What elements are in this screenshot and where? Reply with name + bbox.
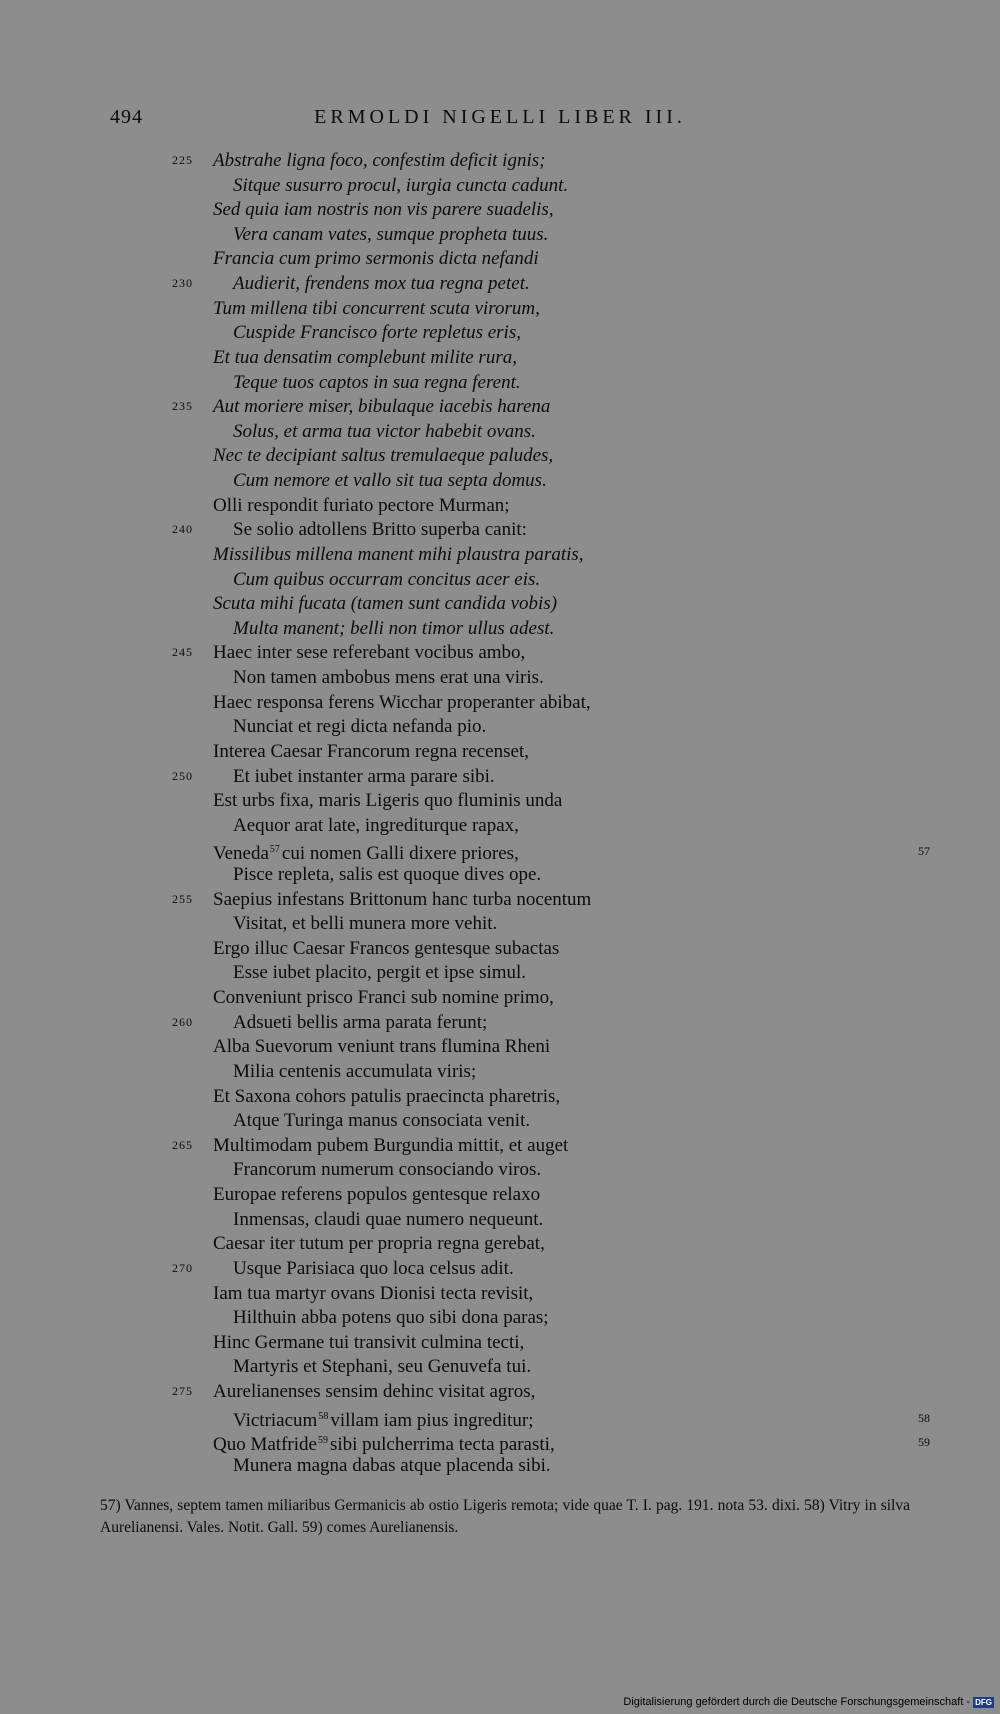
verse-line [0, 320, 1000, 345]
verse-text [233, 714, 486, 739]
verse-text-part: Olli respondit furiato pectore Murman; [213, 494, 510, 516]
verse-text [233, 1305, 549, 1330]
verse-text [233, 173, 568, 198]
verse-text-part: Abstrahe ligna foco, confestim deficit ignis; [213, 150, 546, 171]
verse-line [0, 419, 1000, 444]
verse-text-part: Cum quibus occurram concitus acer eis. [233, 568, 541, 590]
verse-text [233, 862, 541, 887]
verse-text [213, 887, 591, 912]
verse-line [0, 591, 1000, 616]
verse-text [213, 985, 554, 1010]
margin-footnote-ref: 57 [918, 844, 930, 859]
verse-text-part: Se solio adtollens Britto superba canit: [233, 519, 527, 541]
verse-text [213, 1084, 560, 1109]
verse-text [213, 640, 525, 665]
verse-line [0, 1404, 1000, 1429]
verse-line [0, 493, 1000, 518]
verse-text-part: Ergo illuc Caesar Francos gentesque subactas [213, 937, 560, 959]
verse-line [0, 567, 1000, 592]
verse-text-part: Veneda [213, 843, 269, 865]
verse-line [0, 1354, 1000, 1379]
verse-text-part: Francorum numerum consociando viros. [233, 1159, 542, 1181]
verse-text [233, 1256, 514, 1281]
verse-line [0, 1059, 1000, 1084]
verse-text-part: Conveniunt prisco Franci sub nomine primo, [213, 987, 554, 1009]
verse-text-part: Haec responsa ferens Wicchar properanter abibat, [213, 691, 591, 713]
verse-line [0, 443, 1000, 468]
verse-text-part: Munera magna dabas atque placenda sibi. [233, 1454, 551, 1476]
verse-line [0, 394, 1000, 419]
verse-text [213, 493, 510, 518]
line-number: 240 [172, 522, 193, 537]
verse-text-part: Europae referens populos gentesque relaxo [213, 1184, 541, 1206]
digitization-credit [623, 1696, 994, 1708]
verse-text-part: Missilibus millena manent mihi plaustra paratis, [213, 543, 584, 565]
verse-line [0, 173, 1000, 198]
verse-text-part: Non tamen ambobus mens erat una viris. [233, 667, 544, 689]
verse-text-part: sibi pulcherrima tecta parasti, [329, 1434, 555, 1456]
verse-text-part: Interea Caesar Francorum regna recenset, [213, 740, 529, 762]
verse-text [213, 296, 540, 321]
verse-line [0, 345, 1000, 370]
verse-text [213, 1330, 524, 1355]
verse-text [213, 690, 591, 715]
verse-text [233, 616, 554, 641]
verse-text [213, 739, 529, 764]
verse-text-part: Alba Suevorum veniunt trans flumina Rheni [213, 1036, 551, 1058]
verse-line [0, 837, 1000, 865]
verse-text-part: Pisce repleta, salis est quoque dives ope. [233, 863, 542, 885]
verse-text-part: Caesar iter tutum per propria regna gerebat, [213, 1233, 545, 1255]
verse-text-part: Francia cum primo sermonis dicta nefandi [213, 248, 539, 270]
dfg-logo: DFG [975, 1698, 992, 1707]
verse-line [0, 813, 1000, 838]
line-number: 235 [172, 399, 193, 414]
verse-text [233, 320, 521, 345]
verse-text-part: Martyris et Stephani, seu Genuvefa tui. [233, 1356, 532, 1378]
verse-text [233, 764, 495, 789]
verse-text [213, 1231, 545, 1256]
verse-text-part: Multa manent; belli non timor ullus adest. [233, 617, 555, 639]
verse-text-part: Victriacum [233, 1409, 318, 1431]
verse-text [233, 665, 544, 690]
verse-line [0, 296, 1000, 321]
verse-text-part: Aut moriere miser, bibulaque iacebis harena [213, 396, 551, 418]
verse-text [233, 271, 530, 296]
line-number: 270 [172, 1260, 193, 1275]
verse-line [0, 665, 1000, 690]
verse-text-part: Quo Matfride [213, 1434, 317, 1456]
verse-line [0, 271, 1000, 296]
verse-line [0, 197, 1000, 222]
verse-line [0, 1453, 1000, 1478]
verse-line [0, 985, 1000, 1010]
verse-text-part: Aurelianenses sensim dehinc visitat agros, [213, 1381, 536, 1402]
verse-text [213, 542, 584, 567]
verse-line [0, 862, 1000, 887]
verse-line [0, 911, 1000, 936]
verse-line [0, 1010, 1000, 1035]
verse-line [0, 517, 1000, 542]
verse-text [233, 370, 521, 395]
verse-line [0, 616, 1000, 641]
verse-text-part: Teque tuos captos in sua regna ferent. [233, 371, 521, 393]
line-number: 255 [172, 891, 193, 906]
footnote-marker: 58 [318, 1410, 329, 1422]
verse-line [0, 714, 1000, 739]
verse-text [213, 197, 554, 222]
verse-line [0, 640, 1000, 665]
verse-text-part: Est urbs fixa, maris Ligeris quo fluminis unda [213, 790, 563, 812]
verse-text [233, 419, 536, 444]
verse-text [233, 1010, 487, 1035]
line-number: 245 [172, 645, 193, 660]
verse-text-part: Et tua densatim complebunt milite rura, [213, 346, 517, 368]
footnotes [100, 1495, 910, 1539]
verse-line [0, 468, 1000, 493]
verse-text-part: Aequor arat late, ingrediturque rapax, [233, 814, 519, 836]
verse-line [0, 542, 1000, 567]
verse-text-part: Cuspide Francisco forte repletus eris, [233, 322, 521, 344]
line-number: 260 [172, 1014, 193, 1029]
verse-line [0, 1256, 1000, 1281]
verse-line [0, 936, 1000, 961]
verse-text-part: Inmensas, claudi quae numero nequeunt. [233, 1208, 544, 1230]
verse-text-part: Sed quia iam nostris non vis parere suadelis, [213, 199, 554, 221]
verse-text [213, 591, 557, 616]
verse-line [0, 1330, 1000, 1355]
verse-text-part: Usque Parisiaca quo loca celsus adit. [233, 1257, 514, 1279]
verse-text-part: Hilthuin abba potens quo sibi dona paras; [233, 1307, 549, 1329]
verse-text [213, 788, 562, 813]
verse-text [213, 1034, 550, 1059]
verse-text [233, 567, 540, 592]
verse-text [213, 1133, 568, 1158]
verse-line [0, 960, 1000, 985]
verse-text [233, 911, 497, 936]
verse-text [233, 1453, 551, 1478]
running-head: ERMOLDI NIGELLI LIBER III. [314, 106, 686, 128]
footnote-text: 57) Vannes, septem tamen miliaribus Germanicis ab ostio Ligeris remota; vide quae T. I. pag. 191. nota 53. dixi. 58) Vitry in silva Aurelianensi. Vales. Notit. Gall. 59) comes Aurelianensis. [100, 1497, 910, 1536]
verse-text-part: Audierit, frendens mox tua regna petet. [233, 273, 530, 295]
verse-text [233, 960, 526, 985]
verse-text [233, 1157, 541, 1182]
verse-text-part: Adsueti bellis arma parata ferunt; [233, 1011, 488, 1033]
line-number: 265 [172, 1137, 193, 1152]
verse-line [0, 739, 1000, 764]
margin-footnote-ref: 58 [918, 1410, 930, 1425]
line-number: 225 [172, 153, 193, 167]
margin-footnote-ref: 59 [918, 1435, 930, 1450]
page-number: 494 [110, 106, 143, 128]
verse-line [0, 1281, 1000, 1306]
verse-text-part: Saepius infestans Brittonum hanc turba nocentum [213, 888, 592, 910]
verse-text [213, 936, 559, 961]
verse-line [0, 370, 1000, 395]
verse-line [0, 246, 1000, 271]
verse-text-part: Atque Turinga manus consociata venit. [233, 1110, 531, 1132]
verse-text-part: Scuta mihi fucata (tamen sunt candida vobis) [213, 593, 558, 615]
verse-text-part: Tum millena tibi concurrent scuta virorum, [213, 297, 540, 319]
verse-text [233, 222, 548, 247]
verse-text [233, 813, 519, 838]
verse-text [233, 1207, 543, 1232]
verse-text-part: cui nomen Galli dixere priores, [281, 843, 519, 865]
verse-text [213, 148, 545, 173]
footnote-marker: 57 [269, 844, 280, 856]
verse-text-part: Iam tua martyr ovans Dionisi tecta revisit, [213, 1282, 534, 1304]
verse-text-part: Nec te decipiant saltus tremulaeque paludes, [213, 445, 554, 467]
verse-text-part: Multimodam pubem Burgundia mittit, et auget [213, 1134, 569, 1156]
verse-text-part: Et Saxona cohors patulis praecincta pharetris, [213, 1085, 561, 1107]
verse-text-part: Nunciat et regi dicta nefanda pio. [233, 716, 487, 738]
verse-text-part: Sitque susurro procul, iurgia cuncta cadunt. [233, 174, 569, 196]
verse-line [0, 1305, 1000, 1330]
verse-text [213, 1281, 533, 1306]
verse-text-part: Solus, et arma tua victor habebit ovans. [233, 420, 536, 442]
verse-text [213, 1379, 535, 1404]
verse-line [0, 1084, 1000, 1109]
verse-line [0, 148, 1000, 173]
verse-text-part: Et iubet instanter arma parare sibi. [233, 765, 495, 787]
verse-text-part: Esse iubet placito, pergit et ipse simul. [233, 962, 527, 984]
verse-text-part: villam iam pius ingreditur; [330, 1409, 534, 1431]
verse-line [0, 222, 1000, 247]
verse-line [0, 1379, 1000, 1404]
verse-text [233, 1108, 530, 1133]
verse-line [0, 1231, 1000, 1256]
verse-text-part: Haec inter sese referebant vocibus ambo, [213, 642, 526, 664]
verse-text [233, 1354, 531, 1379]
footnote-marker: 59 [317, 1435, 328, 1447]
verse-line [0, 1182, 1000, 1207]
verse-text-part: Milia centenis accumulata viris; [233, 1060, 477, 1082]
verse-line [0, 1133, 1000, 1158]
verse-line [0, 1207, 1000, 1232]
verse-text-part: Hinc Germane tui transivit culmina tecti, [213, 1331, 525, 1353]
verse-text [233, 1059, 476, 1084]
verse-line [0, 1034, 1000, 1059]
line-number: 250 [172, 768, 193, 783]
line-number: 230 [172, 276, 193, 291]
verse-text [213, 443, 553, 468]
verse-line [0, 764, 1000, 789]
verse-line [0, 788, 1000, 813]
credit-text: Digitalisierung gefördert durch die Deutsche Forschungsgemeinschaft - [623, 1696, 971, 1708]
verse-line [0, 690, 1000, 715]
verse-text-part: Vera canam vates, sumque propheta tuus. [233, 223, 549, 245]
verse-text [213, 1182, 540, 1207]
verse-text-part: Visitat, et belli munera more vehit. [233, 913, 498, 935]
verse-line [0, 1108, 1000, 1133]
verse-text [213, 345, 517, 370]
verse-line [0, 1428, 1000, 1456]
verse-text [213, 246, 539, 271]
verse-line [0, 1157, 1000, 1182]
line-number: 275 [172, 1384, 193, 1398]
verse-text-part: Cum nemore et vallo sit tua septa domus. [233, 470, 547, 492]
verse-text [233, 517, 527, 542]
verse-line [0, 887, 1000, 912]
verse-text [213, 394, 550, 419]
verse-text [233, 468, 547, 493]
